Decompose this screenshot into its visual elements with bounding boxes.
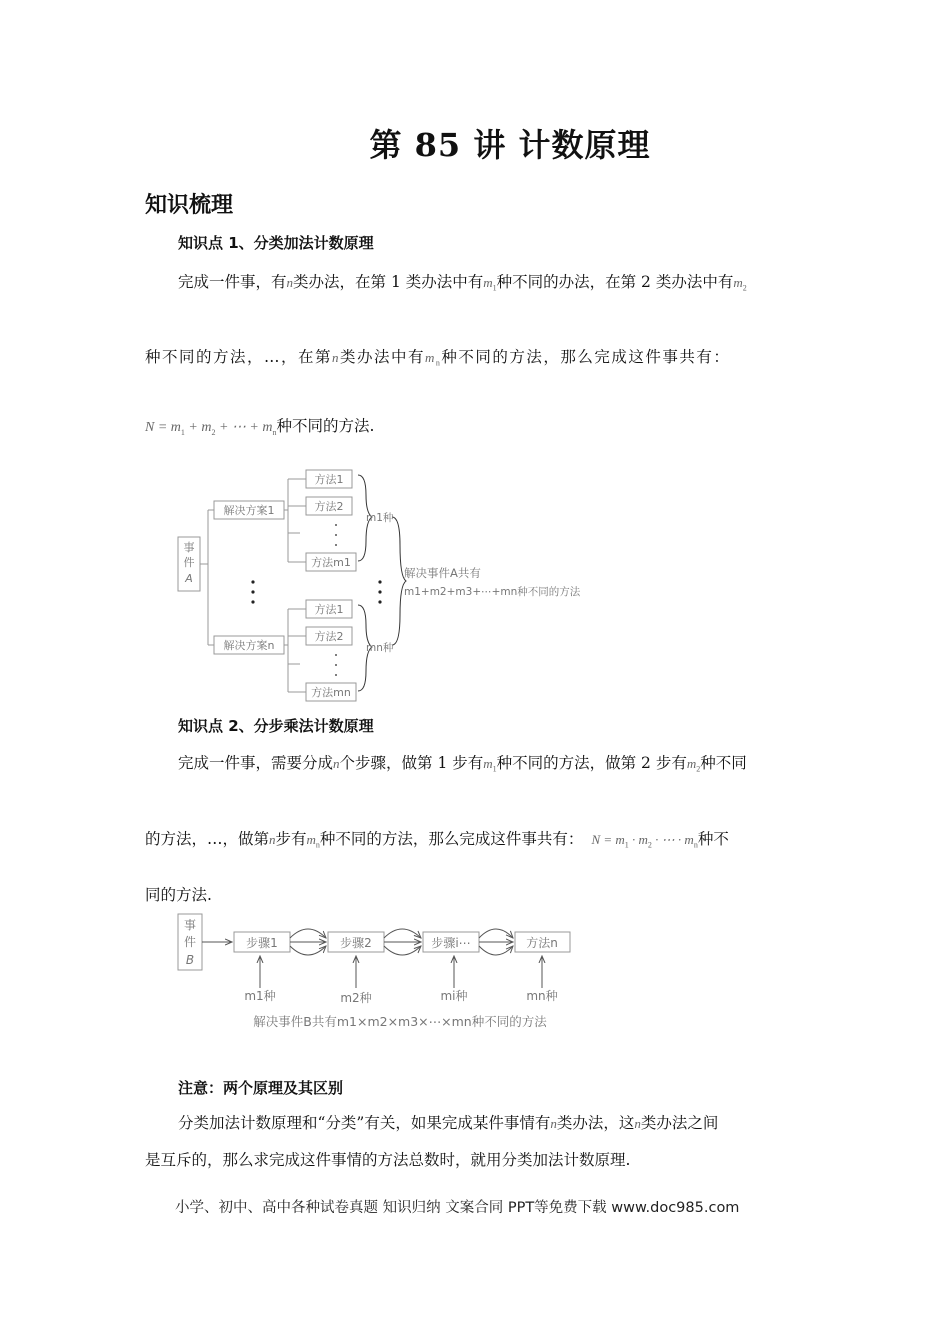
multiplication-principle-diagram <box>170 908 590 1038</box>
text: 种不同的方法，做第 2 步有 <box>496 754 687 772</box>
footer-text: 小学、初中、高中各种试卷真题 知识归纳 文案合同 PPT等免费下载 www.doc985.com <box>175 1200 740 1216</box>
text: 种不同的办法，在第 2 类办法中有 <box>496 273 734 291</box>
kp1-line1 <box>178 270 747 293</box>
kp1-heading: 知识点 1、分类加法计数原理 <box>178 234 374 252</box>
text: 完成一件事，有 <box>178 273 287 291</box>
step-box: 步骤2 <box>340 936 372 950</box>
event-b-char1: 事 <box>183 918 197 932</box>
math-m1: $m_1$ <box>483 275 497 293</box>
step-box: 方法n <box>526 936 558 950</box>
text: 种不同 <box>700 754 747 772</box>
event-b-char2: 件 <box>183 935 197 949</box>
mn-count-label: mn种 <box>366 642 394 654</box>
step-count: mi种 <box>440 989 468 1003</box>
math-n: n <box>634 1116 641 1131</box>
method-box: 方法mn <box>311 686 351 699</box>
step-count: mn种 <box>526 989 558 1003</box>
text: 个步骤，做第 1 步有 <box>339 754 484 772</box>
kp2-line1 <box>178 751 747 774</box>
text: 种不同的方法，那么完成这件事共有： <box>441 348 731 366</box>
text: 分类加法计数原理和“分类”有关，如果完成某件事情有 <box>178 1114 551 1132</box>
text: 完成一件事，需要分成 <box>178 754 334 772</box>
kp2-heading: 知识点 2、分步乘法计数原理 <box>178 717 374 735</box>
text: 种不同的方法，那么完成这件事共有： <box>319 830 584 848</box>
note-line1 <box>178 1111 718 1133</box>
text: 类办法之间 <box>640 1114 719 1132</box>
step-box: 步骤i⋯ <box>431 936 471 950</box>
text: 种不 <box>697 830 729 848</box>
kp2-line3: 同的方法. <box>145 886 212 904</box>
math-n: n <box>333 756 340 771</box>
note-heading: 注意：两个原理及其区别 <box>178 1079 344 1097</box>
text: 类办法中有 <box>340 348 426 366</box>
text: 的方法，…，做第 <box>145 830 270 848</box>
text: 步有 <box>275 830 307 848</box>
kp1-line2 <box>145 345 730 368</box>
method-box: 方法2 <box>314 630 344 643</box>
kp2-line2 <box>145 827 729 850</box>
event-b-char3: B <box>185 953 195 967</box>
math-n: n <box>332 350 341 365</box>
m1-count-label: m1种 <box>366 512 394 524</box>
method-box: 方法2 <box>314 500 344 513</box>
text: 种不同的方法. <box>276 417 375 435</box>
math-m1: $m_1$ <box>483 756 497 774</box>
math-m2: $m_2$ <box>686 756 701 774</box>
addition-principle-diagram <box>170 465 590 705</box>
event-a-char3: A <box>185 572 193 585</box>
math-n: n <box>286 275 294 290</box>
math-n: n <box>269 832 276 847</box>
step-box: 步骤1 <box>246 936 278 950</box>
sum-formula: $N = m_1 + m_2$ + ⋯ + $m_n$ <box>145 420 277 437</box>
method-box: 方法m1 <box>311 556 351 569</box>
step-count: m1种 <box>244 989 276 1003</box>
note-line2: 是互斥的，那么求完成这件事情的方法总数时，就用分类加法计数原理. <box>145 1151 631 1169</box>
result-line-1: 解决事件A共有 <box>404 566 481 580</box>
math-m2: $m_2$ <box>733 275 747 293</box>
result-line-2: m1+m2+m3+⋯+mn种不同的方法 <box>404 586 581 598</box>
method-box: 方法1 <box>314 473 344 486</box>
plan-1-box: 解决方案1 <box>223 504 275 517</box>
text: 种不同的方法，…，在第 <box>145 348 333 366</box>
event-a-char2: 件 <box>183 556 195 569</box>
method-box: 方法1 <box>314 603 344 616</box>
math-mn: $m_n$ <box>306 832 320 850</box>
plan-n-box: 解决方案n <box>223 639 275 652</box>
kp1-formula-line <box>145 414 374 437</box>
text: 类办法，在第 1 类办法中有 <box>293 273 484 291</box>
text: 类办法，这 <box>556 1114 635 1132</box>
step-count: m2种 <box>340 991 372 1005</box>
math-n: n <box>550 1116 557 1131</box>
event-a-char1: 事 <box>183 541 195 554</box>
math-mn: $m_n$ <box>425 350 442 368</box>
multiplication-result: 解决事件B共有m1×m2×m3×⋯×mn种不同的方法 <box>253 1014 547 1029</box>
page-title: 第 85 讲 计数原理 <box>369 126 651 164</box>
product-formula: $N = m_1 \cdot m_2$ · ⋯ · $m_n$ <box>591 832 698 850</box>
section-heading: 知识梳理 <box>145 193 234 218</box>
